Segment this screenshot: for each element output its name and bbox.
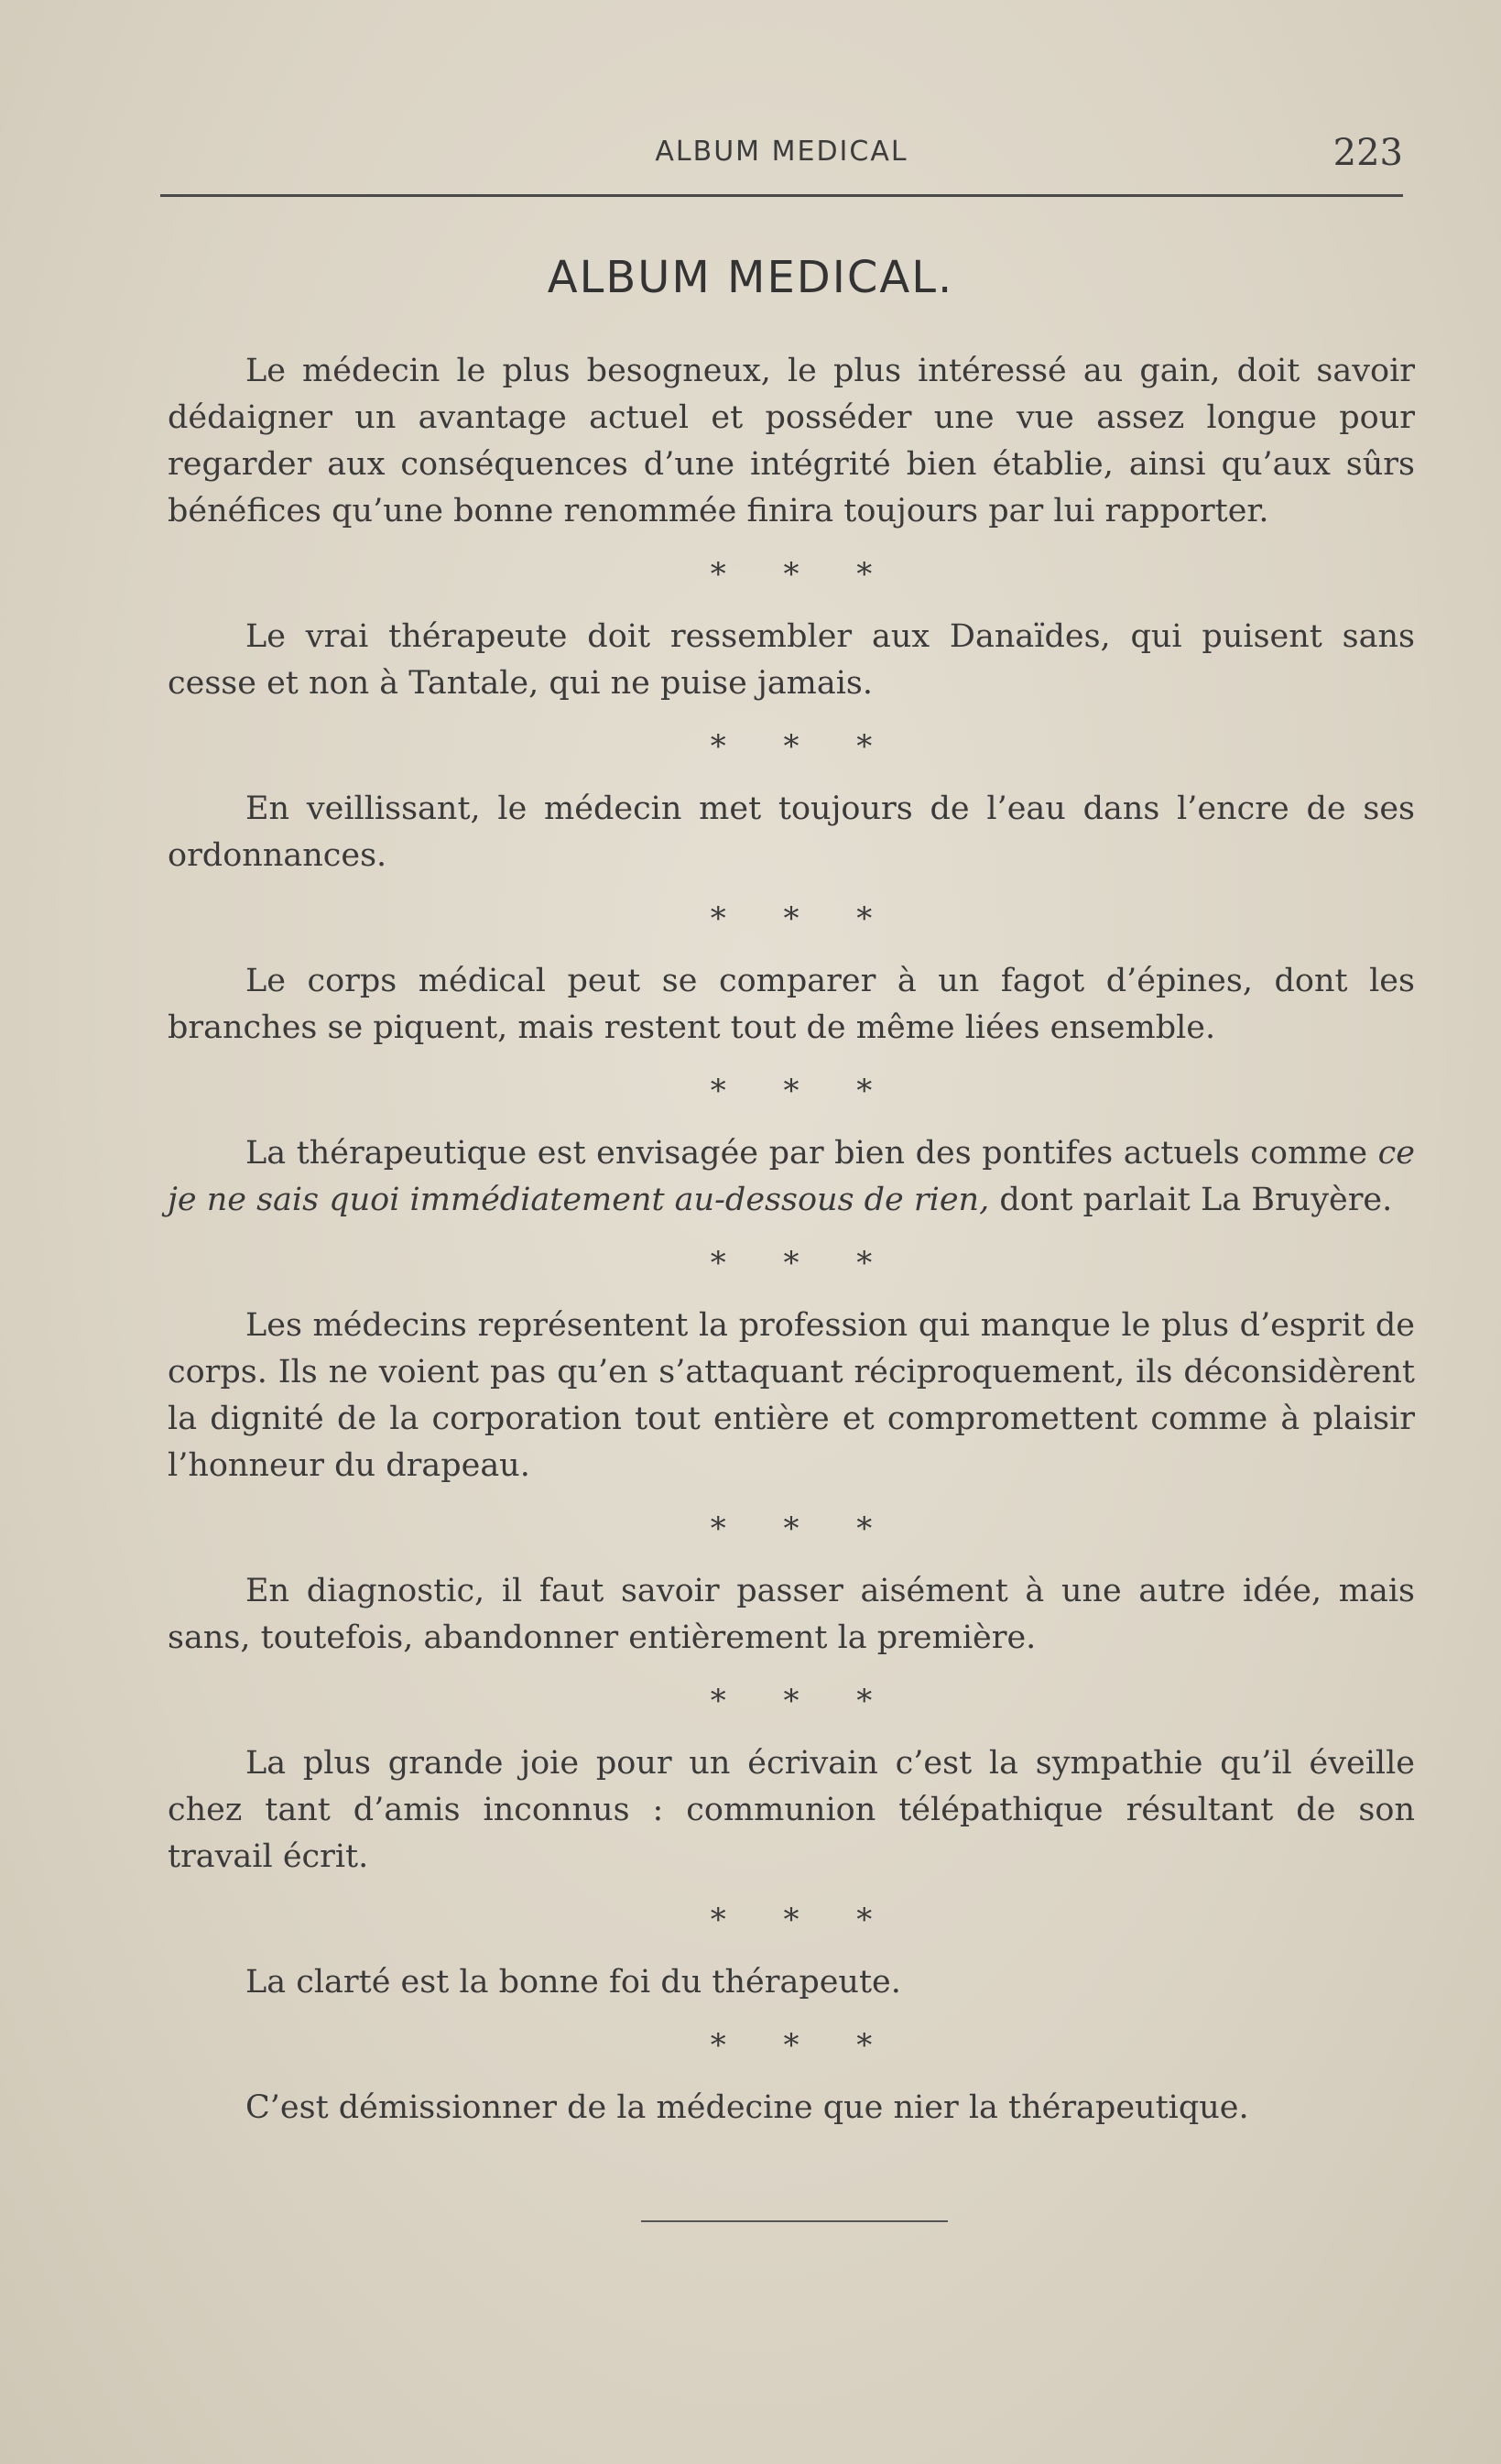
header-rule xyxy=(160,194,1403,197)
aphorism-paragraph: La clarté est la bonne foi du thérapeute. xyxy=(245,1964,901,2001)
aphorism-paragraph: En veillissant, le médecin met toujours de l’eau dans l’encre de ses ordonnances. xyxy=(168,790,1415,874)
asterism-separator: * * * xyxy=(710,1510,897,1547)
asterism-separator: * * * xyxy=(710,1902,897,1938)
asterism-separator: * * * xyxy=(710,1683,897,1719)
aphorism-paragraph: Le corps médical peut se comparer à un fagot d’épines, dont les branches se piquent, mais restent tout de même liées ensemble. xyxy=(168,963,1415,1046)
aphorism-paragraph: Le vrai thérapeute doit ressembler aux Danaïdes, qui puisent sans cesse et non à Tantale, qui ne puise jamais. xyxy=(168,618,1415,702)
asterism-separator: * * * xyxy=(710,900,897,937)
aphorism-paragraph: Le médecin le plus besogneux, le plus intéressé au gain, doit savoir dédaigner un avantage actuel et posséder une vue assez longue pour regarder aux conséquences d’une intégrité bien établie, ainsi qu’aux sûrs bénéfices qu’une bonne renommée finira toujours par lui rapporter. xyxy=(168,353,1415,529)
asterism-separator: * * * xyxy=(710,556,897,593)
page-number: 223 xyxy=(1332,132,1403,174)
asterism-separator: * * * xyxy=(710,1073,897,1109)
running-title: ALBUM MEDICAL xyxy=(655,136,908,168)
paragraph-text: La thérapeutique est envisagée par bien des pontifes actuels comme xyxy=(245,1135,1378,1172)
asterism-separator: * * * xyxy=(710,728,897,765)
asterism-separator: * * * xyxy=(710,2027,897,2064)
italic-quotation: ce je ne sais quoi immédiatement au-dessous de rien, xyxy=(168,1135,1415,1218)
article-title: ALBUM MEDICAL. xyxy=(547,252,954,303)
aphorism-paragraph: En diagnostic, il faut savoir passer aisément à une autre idée, mais sans, toutefois, abandonner entièrement la première. xyxy=(168,1573,1415,1656)
end-rule xyxy=(641,2220,948,2222)
aphorism-paragraph xyxy=(168,1130,1415,1224)
article-body xyxy=(168,348,1415,2131)
aphorism-paragraph: C’est démissionner de la médecine que nier la thérapeutique. xyxy=(245,2089,1249,2126)
running-head xyxy=(160,132,1403,181)
aphorism-paragraph: La plus grande joie pour un écrivain c’est la sympathie qu’il éveille chez tant d’amis inconnus : communion télépathique résultant de son travail écrit. xyxy=(168,1745,1415,1875)
aphorism-paragraph: Les médecins représentent la profession qui manque le plus d’esprit de corps. Ils ne voient pas qu’en s’attaquant réciproquement, ils déconsidèrent la dignité de la corporation tout entière et compromettent comme à plaisir l’honneur du drapeau. xyxy=(168,1307,1415,1484)
asterism-separator: * * * xyxy=(710,1245,897,1281)
paragraph-text: dont parlait La Bruyère. xyxy=(989,1182,1393,1218)
